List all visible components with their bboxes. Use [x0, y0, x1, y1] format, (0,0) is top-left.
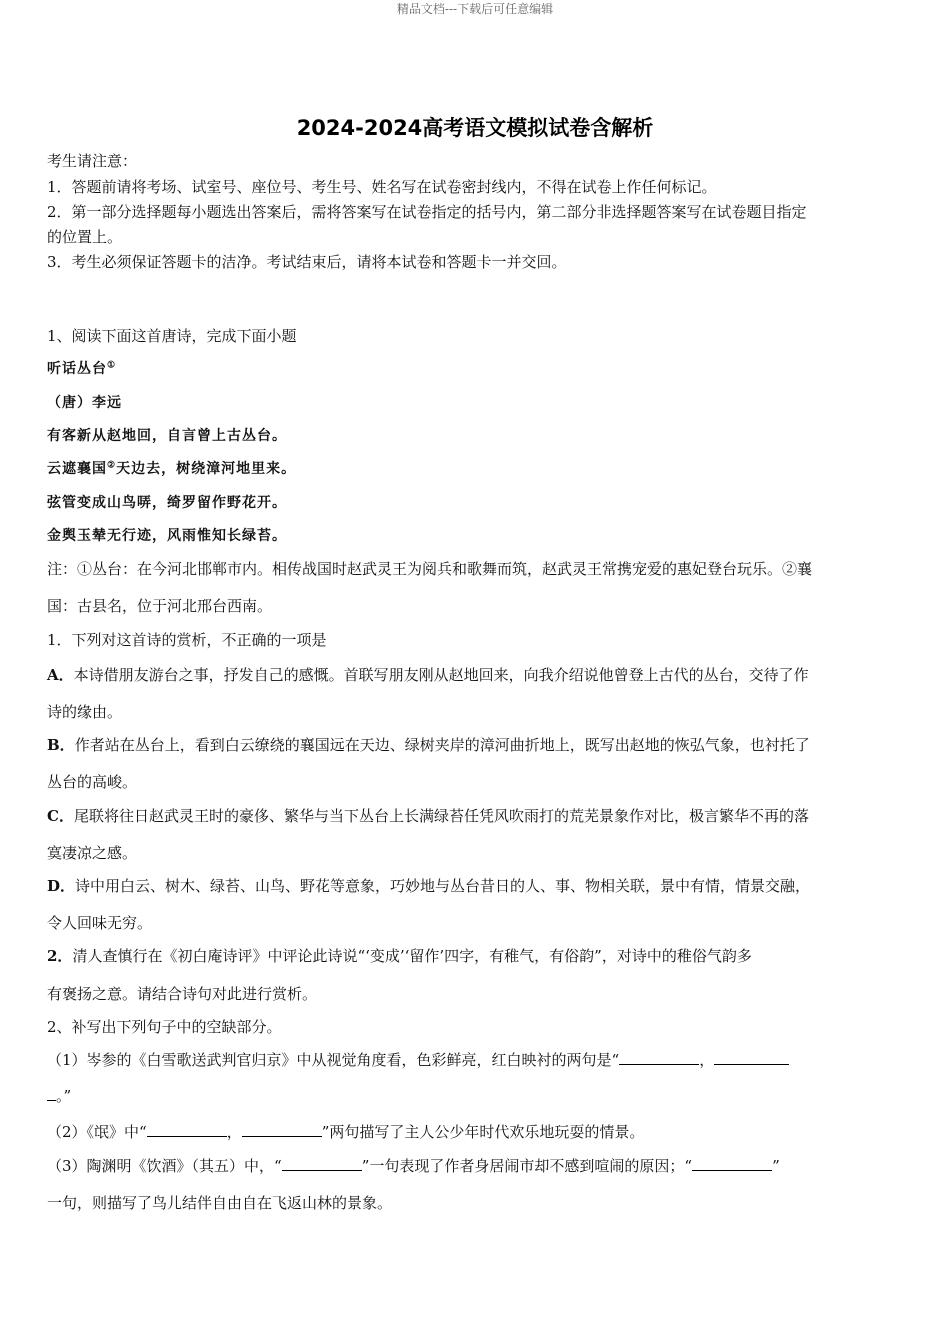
poem-line-1: 有客新从赵地回，自言曾上古丛台。 — [47, 428, 287, 444]
q2-part-1 — [47, 1050, 907, 1070]
q2-part-3-cont: 一句，则描写了鸟儿结伴自由自在飞返山林的景象。 — [47, 1194, 393, 1212]
option-c — [47, 806, 907, 826]
option-c-text: 尾联将往日赵武灵王时的豪侈、繁华与当下丛台上长满绿苔任凭风吹雨打的荒芜景象作对比，极言繁华不再的落 — [73, 807, 809, 825]
option-c-cont: 寞凄凉之感。 — [47, 844, 138, 862]
option-a — [47, 665, 907, 685]
q2-part-1-end: 。” — [56, 1087, 72, 1105]
sub-question-2 — [47, 946, 907, 966]
page-header: 精品文档---下载后可任意编辑 — [396, 2, 554, 16]
poem-line-2 — [47, 459, 907, 479]
option-c-label: C． — [47, 807, 74, 825]
sub-question-1: 1．下列对这首诗的赏析，不正确的一项是 — [47, 631, 327, 649]
sub-question-2-cont: 有褒扬之意。请结合诗句对此进行赏析。 — [47, 985, 318, 1003]
answer-blank[interactable] — [692, 1156, 772, 1171]
q2-intro: 2、补写出下列句子中的空缺部分。 — [47, 1018, 282, 1036]
notice-item-2: 2．第一部分选择题每小题选出答案后，需将答案写在试卷指定的括号内，第二部分非选择题答案写在试卷题目指定 — [47, 203, 807, 221]
answer-blank[interactable] — [282, 1156, 362, 1171]
poem-line-2-b: 天边去，树绕漳河地里来。 — [116, 461, 297, 477]
option-a-label: A． — [47, 666, 74, 684]
notice-item-1: 1．答题前请将考场、试室号、座位号、考生号、姓名写在试卷密封线内，不得在试卷上作任何标记。 — [47, 178, 717, 196]
option-d-text: 诗中用白云、树木、绿苔、山鸟、野花等意象，巧妙地与丛台昔日的人、事、物相关联，景中有情，情景交融， — [75, 877, 811, 895]
option-a-cont: 诗的缘由。 — [47, 703, 123, 721]
q2-part-1-sep: ， — [699, 1051, 715, 1069]
poem-line-3: 弦管变成山鸟哢，绮罗留作野花开。 — [47, 495, 287, 511]
q2-part-3 — [47, 1156, 907, 1176]
answer-blank[interactable] — [147, 1122, 227, 1137]
notice-heading: 考生请注意： — [47, 152, 138, 170]
q2-part-2-text: （2）《氓》中“ — [47, 1123, 147, 1141]
q2-part-2-text-b: ”两句描写了主人公少年时代欢乐地玩耍的情景。 — [321, 1123, 645, 1141]
poem-author: （唐）李远 — [47, 395, 122, 411]
q2-part-2 — [47, 1122, 907, 1142]
q2-part-3-text: （3）陶渊明《饮酒》（其五）中，“ — [47, 1157, 282, 1175]
poem-line-4: 金舆玉辇无行迹，风雨惟知长绿苔。 — [47, 528, 287, 544]
footnote-mark: ① — [107, 360, 117, 371]
footnote-mark: ② — [107, 460, 117, 471]
option-d-cont: 令人回味无穷。 — [47, 914, 153, 932]
answer-blank[interactable] — [47, 1086, 56, 1101]
poem-note-cont: 国：古县名，位于河北邢台西南。 — [47, 597, 273, 615]
answer-blank[interactable] — [714, 1050, 789, 1065]
poem-note: 注：①丛台：在今河北邯郸市内。相传战国时赵武灵王为阅兵和歌舞而筑，赵武灵王常携宠爱的惠妃登台玩乐。②襄 — [47, 560, 813, 578]
q2-part-1-cont — [47, 1086, 907, 1106]
q2-part-3-text-c: ” — [772, 1157, 780, 1175]
sub-question-2-text: 清人查慎行在《初白庵诗评》中评论此诗说“‘变成’‘留作’四字，有稚气，有俗韵”，对诗中的稚俗气韵多 — [72, 947, 752, 965]
q2-part-2-sep: ， — [226, 1123, 242, 1141]
page-title: 2024-2024高考语文模拟试卷含解析 — [296, 116, 654, 140]
option-b — [47, 735, 907, 755]
answer-blank[interactable] — [242, 1122, 322, 1137]
notice-item-2-cont: 的位置上。 — [47, 228, 123, 246]
answer-blank[interactable] — [619, 1050, 699, 1065]
q2-part-3-text-b: ”一句表现了作者身居闹市却不感到喧闹的原因；“ — [361, 1157, 693, 1175]
option-b-text: 作者站在丛台上，看到白云缭绕的襄国远在天边、绿树夹岸的漳河曲折地上，既写出赵地的恢弘气象，也衬托了 — [74, 736, 810, 754]
option-a-text: 本诗借朋友游台之事，抒发自己的感慨。首联写朋友刚从赵地回来，向我介绍说他曾登上古代的丛台，交待了作 — [73, 666, 809, 684]
poem-title — [47, 359, 907, 379]
sub-question-2-label: 2． — [47, 947, 73, 965]
option-d-label: D． — [47, 877, 76, 895]
option-d — [47, 876, 907, 896]
notice-item-3: 3．考生必须保证答题卡的洁净。考试结束后，请将本试卷和答题卡一并交回。 — [47, 253, 567, 271]
q1-intro: 1、阅读下面这首唐诗，完成下面小题 — [47, 327, 297, 345]
poem-line-2-a: 云遮襄国 — [47, 461, 107, 477]
poem-title-text: 听话丛台 — [47, 361, 107, 377]
option-b-cont: 丛台的高峻。 — [47, 773, 138, 791]
q2-part-1-text: （1）岑参的《白雪歌送武判官归京》中从视觉角度看，色彩鲜亮，红白映衬的两句是“ — [47, 1051, 620, 1069]
option-b-label: B． — [47, 736, 75, 754]
